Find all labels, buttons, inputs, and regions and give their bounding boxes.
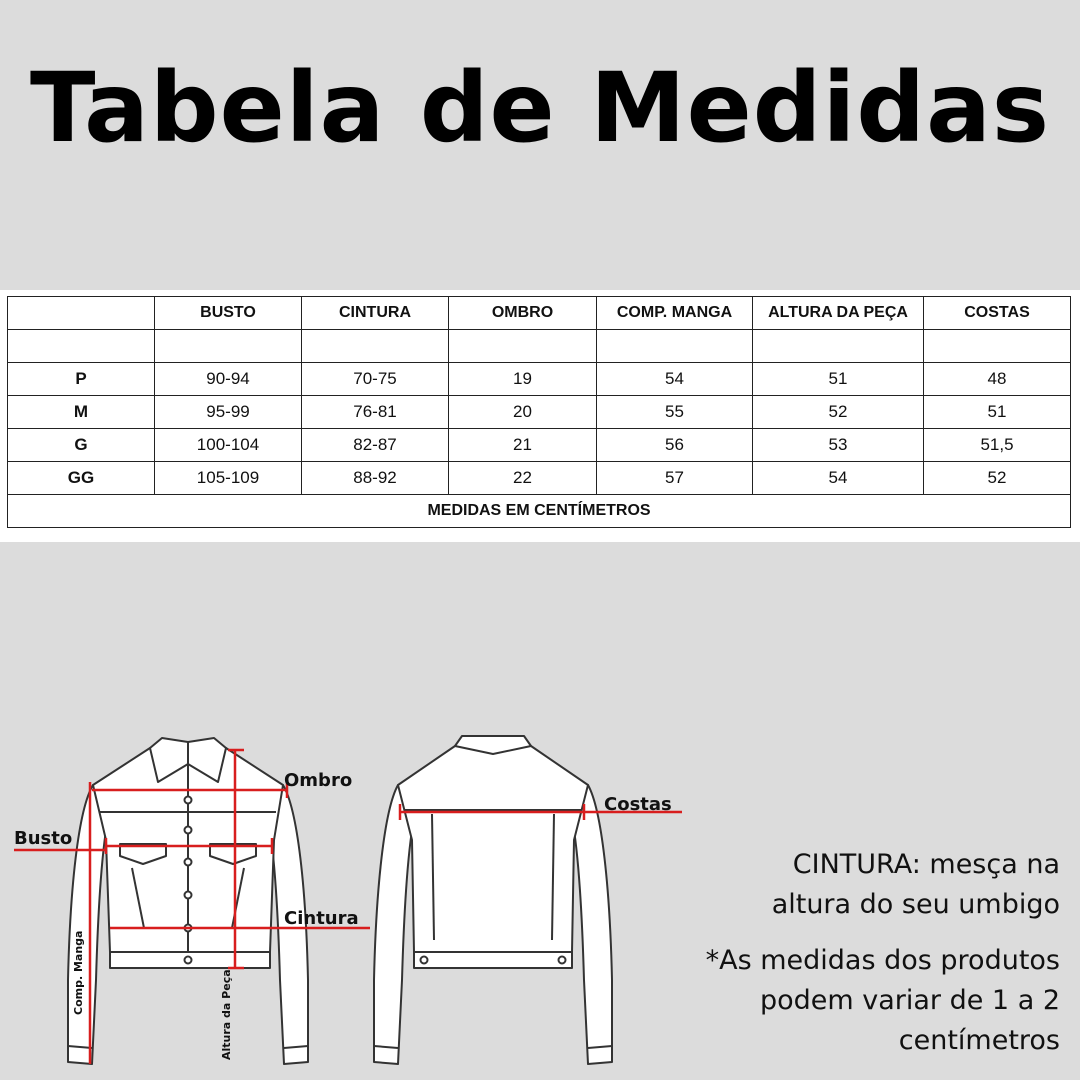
cintura-cell: 70-75 xyxy=(302,363,449,396)
altura-peca-cell: 53 xyxy=(753,429,924,462)
costas-label: Costas xyxy=(604,794,672,815)
ombro-cell: 22 xyxy=(449,462,597,495)
table-footer-row xyxy=(8,495,1071,528)
header-cintura: CINTURA xyxy=(302,297,449,330)
header-costas: COSTAS xyxy=(924,297,1071,330)
jacket-front-drawing xyxy=(68,738,308,1064)
spacer-cell xyxy=(449,330,597,363)
size-cell: P xyxy=(8,363,155,396)
cintura-label: Cintura xyxy=(284,908,359,929)
variation-note xyxy=(706,941,1060,1061)
altura-peca-label: Altura da Peça xyxy=(220,969,233,1060)
spacer-cell xyxy=(8,330,155,363)
busto-cell: 105-109 xyxy=(155,462,302,495)
table-row xyxy=(8,396,1071,429)
cintura-cell: 76-81 xyxy=(302,396,449,429)
ombro-cell: 20 xyxy=(449,396,597,429)
busto-label: Busto xyxy=(14,828,73,849)
spacer-cell xyxy=(753,330,924,363)
header-altura-peca: ALTURA DA PEÇA xyxy=(753,297,924,330)
waist-note-line: CINTURA: mesça na xyxy=(792,849,1060,880)
costas-cell: 51 xyxy=(924,396,1071,429)
cintura-cell: 88-92 xyxy=(302,462,449,495)
comp-manga-cell: 56 xyxy=(597,429,753,462)
comp-manga-label: Comp. Manga xyxy=(72,930,85,1015)
ombro-cell: 19 xyxy=(449,363,597,396)
header-ombro: OMBRO xyxy=(449,297,597,330)
spacer-cell xyxy=(597,330,753,363)
page-title: Tabela de Medidas xyxy=(30,52,1050,164)
measurements-sheet xyxy=(0,290,1080,542)
busto-cell: 100-104 xyxy=(155,429,302,462)
table-spacer-row xyxy=(8,330,1071,363)
size-cell: G xyxy=(8,429,155,462)
table-footer: MEDIDAS EM CENTÍMETROS xyxy=(8,495,1071,528)
table-row xyxy=(8,429,1071,462)
spacer-cell xyxy=(155,330,302,363)
spacer-cell xyxy=(924,330,1071,363)
header-comp-manga: COMP. MANGA xyxy=(597,297,753,330)
size-table xyxy=(7,296,1071,528)
jacket-back-drawing xyxy=(374,736,612,1064)
altura-peca-cell: 51 xyxy=(753,363,924,396)
variation-note-line: podem variar de 1 a 2 xyxy=(759,985,1060,1016)
size-cell: M xyxy=(8,396,155,429)
size-cell: GG xyxy=(8,462,155,495)
table-header-row xyxy=(8,297,1071,330)
ombro-label: Ombro xyxy=(284,770,353,791)
variation-note-line: centímetros xyxy=(898,1025,1060,1056)
comp-manga-cell: 57 xyxy=(597,462,753,495)
altura-peca-cell: 54 xyxy=(753,462,924,495)
spacer-cell xyxy=(302,330,449,363)
cintura-cell: 82-87 xyxy=(302,429,449,462)
altura-peca-cell: 52 xyxy=(753,396,924,429)
header-cell-empty xyxy=(8,297,155,330)
busto-cell: 95-99 xyxy=(155,396,302,429)
variation-note-line: *As medidas dos produtos xyxy=(705,945,1060,976)
comp-manga-cell: 55 xyxy=(597,396,753,429)
waist-note xyxy=(772,845,1060,925)
comp-manga-cell: 54 xyxy=(597,363,753,396)
costas-cell: 52 xyxy=(924,462,1071,495)
header-busto: BUSTO xyxy=(155,297,302,330)
table-row xyxy=(8,462,1071,495)
costas-cell: 48 xyxy=(924,363,1071,396)
busto-cell: 90-94 xyxy=(155,363,302,396)
costas-cell: 51,5 xyxy=(924,429,1071,462)
ombro-cell: 21 xyxy=(449,429,597,462)
table-row xyxy=(8,363,1071,396)
waist-note-line: altura do seu umbigo xyxy=(771,889,1060,920)
